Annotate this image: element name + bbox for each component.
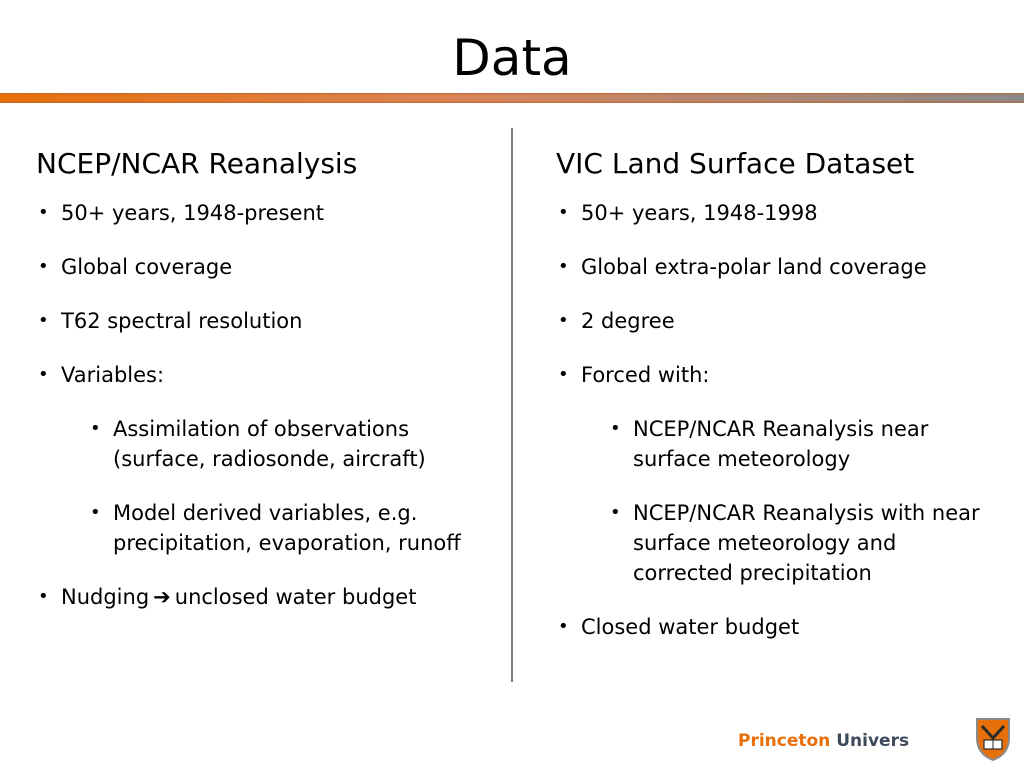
list-item: • Global coverage	[36, 252, 486, 282]
bullet-icon: •	[558, 310, 569, 331]
right-arrow-icon: ➔	[153, 585, 171, 609]
bullet-icon: •	[558, 202, 569, 223]
bullet-icon: •	[38, 202, 49, 223]
list-item: • 50+ years, 1948-present	[36, 198, 486, 228]
list-item: • Global extra-polar land coverage	[556, 252, 996, 282]
slide-title: Data	[452, 29, 572, 87]
right-column	[556, 146, 996, 666]
left-heading: NCEP/NCAR Reanalysis	[36, 147, 358, 180]
footer-wordmark	[738, 730, 909, 752]
bullet-icon: •	[558, 256, 569, 277]
sub-list-item: • Assimilation of observations (surface, radiosonde, aircraft)	[88, 414, 486, 474]
list-item: • 2 degree	[556, 306, 996, 336]
list-item: • Nudging ➔ unclosed water budget	[36, 582, 486, 612]
bullet-icon: •	[610, 418, 621, 439]
title-underline-rule	[0, 93, 1024, 103]
bullet-icon: •	[38, 586, 49, 607]
bullet-icon: •	[90, 418, 101, 439]
column-divider	[511, 128, 513, 682]
bullet-icon: •	[558, 364, 569, 385]
right-heading: VIC Land Surface Dataset	[556, 147, 915, 180]
sub-list-item: • Model derived variables, e.g. precipitation, evaporation, runoff	[88, 498, 486, 558]
bullet-icon: •	[38, 364, 49, 385]
bullet-icon: •	[558, 616, 569, 637]
footer-university: Univers	[836, 731, 910, 751]
bullet-icon: •	[38, 310, 49, 331]
bullet-icon: •	[90, 502, 101, 523]
sub-list-item: • NCEP/NCAR Reanalysis with near surface meteorology and corrected precipitation	[608, 498, 996, 588]
bullet-icon: •	[38, 256, 49, 277]
list-item: • T62 spectral resolution	[36, 306, 486, 336]
list-item: • 50+ years, 1948-1998	[556, 198, 996, 228]
list-item: • Closed water budget	[556, 612, 996, 642]
left-column	[36, 146, 486, 636]
list-item: • Forced with:	[556, 360, 996, 390]
footer-princeton: Princeton	[738, 731, 831, 751]
list-item: • Variables:	[36, 360, 486, 390]
sub-list-item: • NCEP/NCAR Reanalysis near surface meteorology	[608, 414, 996, 474]
princeton-shield-icon	[974, 716, 1012, 762]
bullet-icon: •	[610, 502, 621, 523]
